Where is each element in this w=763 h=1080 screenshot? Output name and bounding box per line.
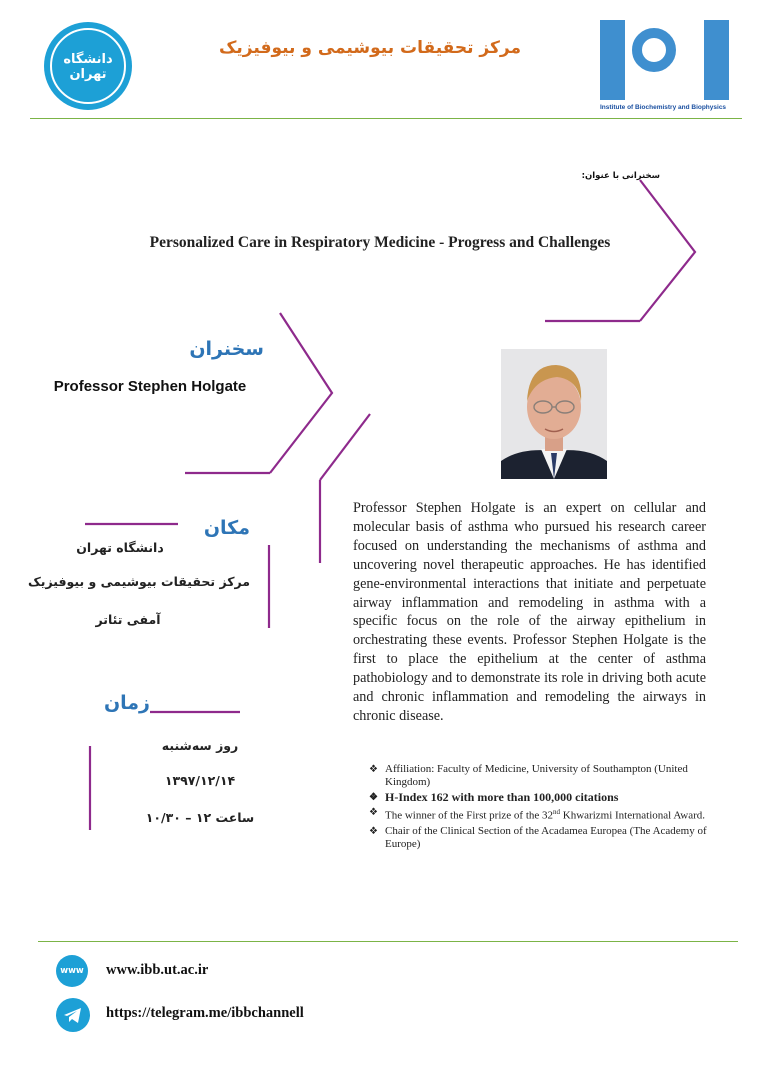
diamond-bullet-icon: ❖ [369, 764, 378, 775]
diamond-bullet-icon: ❖ [369, 825, 378, 837]
speaker-name: Professor Stephen Holgate [53, 378, 247, 395]
website-link[interactable]: www.ibb.ut.ac.ir [106, 962, 209, 978]
telegram-icon [56, 998, 90, 1032]
globe-icon: www [56, 955, 88, 987]
ut-logo-text: دانشگاه تهران [63, 52, 113, 82]
speaker-bio: Professor Stephen Holgate is an expert on cellular and molecular basis of asthma who pursued his research career focused on understanding the mechanisms of asthma and uncovering novel therapeutic approaches. He has identified gene-environmental interactions that initiate and perpetuate airway inflammation and remodeling in asthma with a specific focus on the role of the airway epithelium in orchestrating these events. Professor Stephen Holgate is the first to place the epithelium at the center of asthma pathobiology and to demonstrate its role in driving both acute and chronic inflammation and remodeling the airways in chronic disease. [353, 500, 706, 724]
header-title: مرکز تحقیقات بیوشیمی و بیوفیزیک [219, 38, 521, 58]
ibb-logo-caption: Institute of Biochemistry and Biophysics [600, 104, 727, 111]
telegram-row [56, 998, 456, 1032]
list-item-chair: ❖ Chair of the Clinical Section of the Acadamea Europea (The Academy of Europe) [369, 824, 707, 850]
speaker-photo [501, 349, 607, 479]
middle-chevron [320, 414, 370, 480]
time-heading: زمان [103, 692, 150, 714]
location-heading: مکان [203, 517, 250, 539]
talk-title: Personalized Care in Respiratory Medicine - Progress and Challenges [149, 234, 611, 251]
list-item-affiliation: ❖ Affiliation: Faculty of Medicine, University of Southampton (United Kingdom) [369, 763, 688, 788]
website-row [56, 955, 456, 989]
speaker-heading: سخنران [189, 338, 264, 360]
time-day: روز سه‌شنبه [161, 738, 239, 753]
list-item-hindex: ❖ H-Index 162 with more than 100,000 citations [369, 790, 619, 804]
time-hours: ساعت ۱۲ – ۱۰/۳۰ [145, 810, 255, 825]
location-line-2: مرکز تحقیقات بیوشیمی و بیوفیزیک [27, 574, 251, 589]
time-date: ۱۳۹۷/۱۲/۱۴ [164, 773, 236, 788]
speaker-chevron [270, 313, 332, 473]
talk-label: سخنرانی با عنوان: [581, 171, 660, 181]
list-item-prize: ❖ The winner of the First prize of the 32nd Khwarizmi International Award. [369, 807, 706, 822]
location-line-3: آمفی تئاتر [95, 612, 161, 627]
footer-divider [38, 941, 738, 942]
diamond-bullet-icon: ❖ [369, 807, 378, 818]
location-line-1: دانشگاه تهران [76, 540, 164, 555]
speaker-highlights [367, 763, 712, 853]
telegram-link[interactable]: https://telegram.me/ibbchannell [106, 1005, 304, 1021]
diamond-bullet-icon: ❖ [369, 792, 378, 803]
